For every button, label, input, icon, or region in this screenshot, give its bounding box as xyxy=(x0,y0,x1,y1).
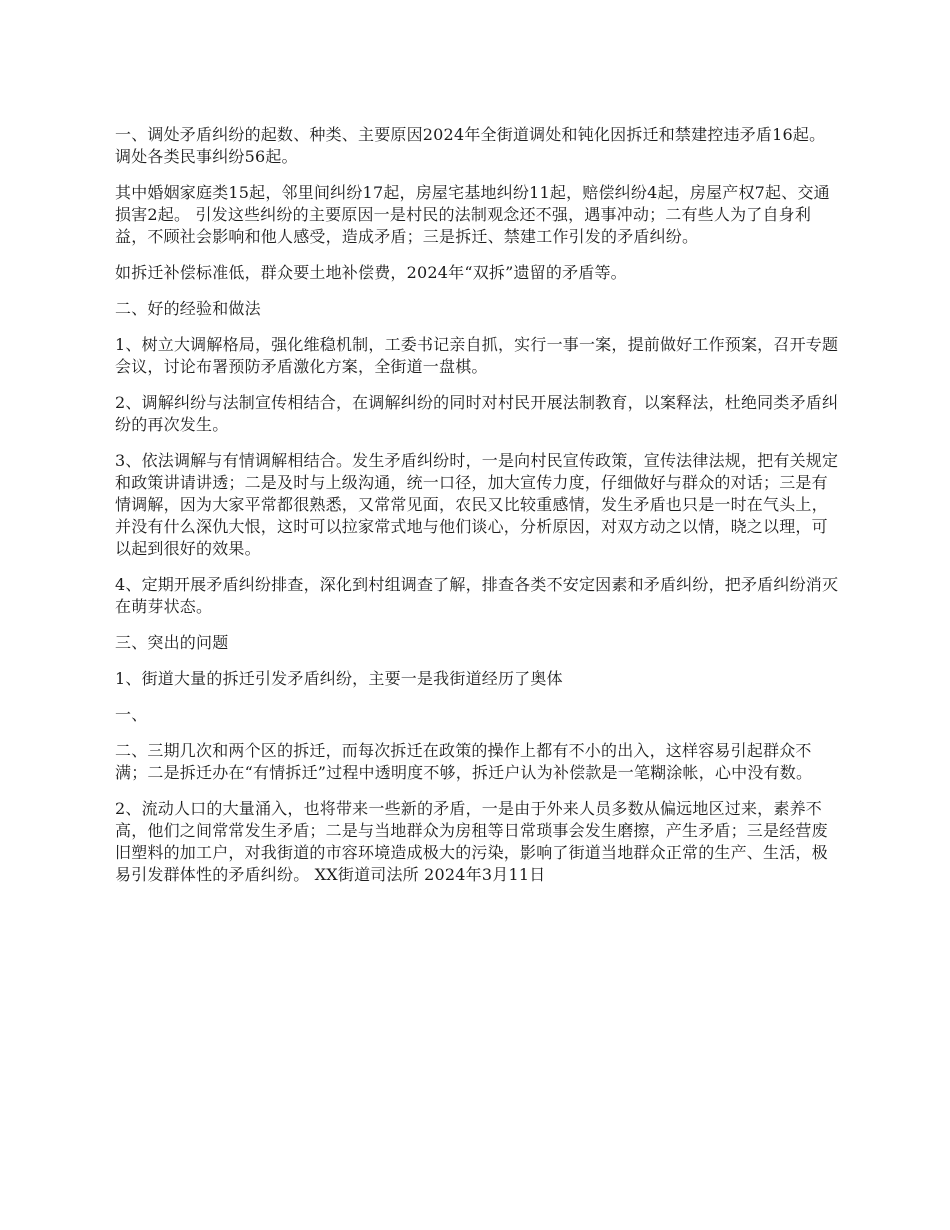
paragraph-problem-2: 2、流动人口的大量涌入，也将带来一些新的矛盾，一是由于外来人员多数从偏远地区过来，素养不高，他们之间常常发生矛盾；二是与当地群众为房租等日常琐事会发生磨擦，产生矛盾；三是经营废旧塑料的加工户，对我街道的市容环境造成极大的污染，影响了街道当地群众正常的生产、生活，极易引发群体性的矛盾纠纷。 XX街道司法所 2024年3月11日 xyxy=(115,799,828,884)
paragraph-experience-1: 1、树立大调解格局，强化维稳机制，工委书记亲自抓，实行一事一案，提前做好工作预案，召开专题会议，讨论布署预防矛盾激化方案，全街道一盘棋。 xyxy=(115,335,839,376)
paragraph-fragment: 一、 xyxy=(115,705,148,724)
paragraph-problem-1: 1、街道大量的拆迁引发矛盾纠纷，主要一是我街道经历了奥体 xyxy=(115,669,563,688)
paragraph-compensation: 如拆迁补偿标准低，群众要土地补偿费，2024年“双拆”遗留的矛盾等。 xyxy=(115,263,627,282)
document-body xyxy=(115,124,840,900)
section-2-heading: 二、好的经验和做法 xyxy=(115,299,261,318)
section-3-heading: 三、突出的问题 xyxy=(115,633,229,652)
paragraph-experience-3: 3、依法调解与有情调解相结合。发生矛盾纠纷时，一是向村民宣传政策，宣传法律法规，把有关规定和政策讲请讲透；二是及时与上级沟通，统一口径，加大宣传力度，仔细做好与群众的对话；三是有情调解，因为大家平常都很熟悉，又常常见面，农民又比较重感情，发生矛盾也只是一时在气头上，并没有什么深仇大恨，这时可以拉家常式地与他们谈心，分析原因，对双方动之以情，晓之以理，可以起到很好的效果。 xyxy=(115,451,839,558)
paragraph-dispute-categories: 其中婚姻家庭类15起，邻里间纠纷17起，房屋宅基地纠纷11起，赔偿纠纷4起，房屋产权7起、交通损害2起。 引发这些纠纷的主要原因一是村民的法制观念还不强，遇事冲动；二有些人为了自身利益，不顾社会影响和他人感受，造成矛盾；三是拆迁、禁建工作引发的矛盾纠纷。 xyxy=(115,183,830,246)
paragraph-experience-2: 2、调解纠纷与法制宣传相结合，在调解纠纷的同时对村民开展法制教育，以案释法，杜绝同类矛盾纠纷的再次发生。 xyxy=(115,393,839,434)
paragraph-problem-1-continued: 二、三期几次和两个区的拆迁，而每次拆迁在政策的操作上都有不小的出入，这样容易引起群众不满；二是拆迁办在“有情拆迁”过程中透明度不够，拆迁户认为补偿款是一笔糊涂帐，心中没有数。 xyxy=(115,741,813,782)
paragraph-section-1-heading: 一、调处矛盾纠纷的起数、种类、主要原因2024年全街道调处和钝化因拆迁和禁建控违矛盾16起。调处各类民事纠纷56起。 xyxy=(115,125,826,166)
paragraph-experience-4: 4、定期开展矛盾纠纷排查，深化到村组调查了解，排查各类不安定因素和矛盾纠纷，把矛盾纠纷消灭在萌芽状态。 xyxy=(115,575,839,616)
